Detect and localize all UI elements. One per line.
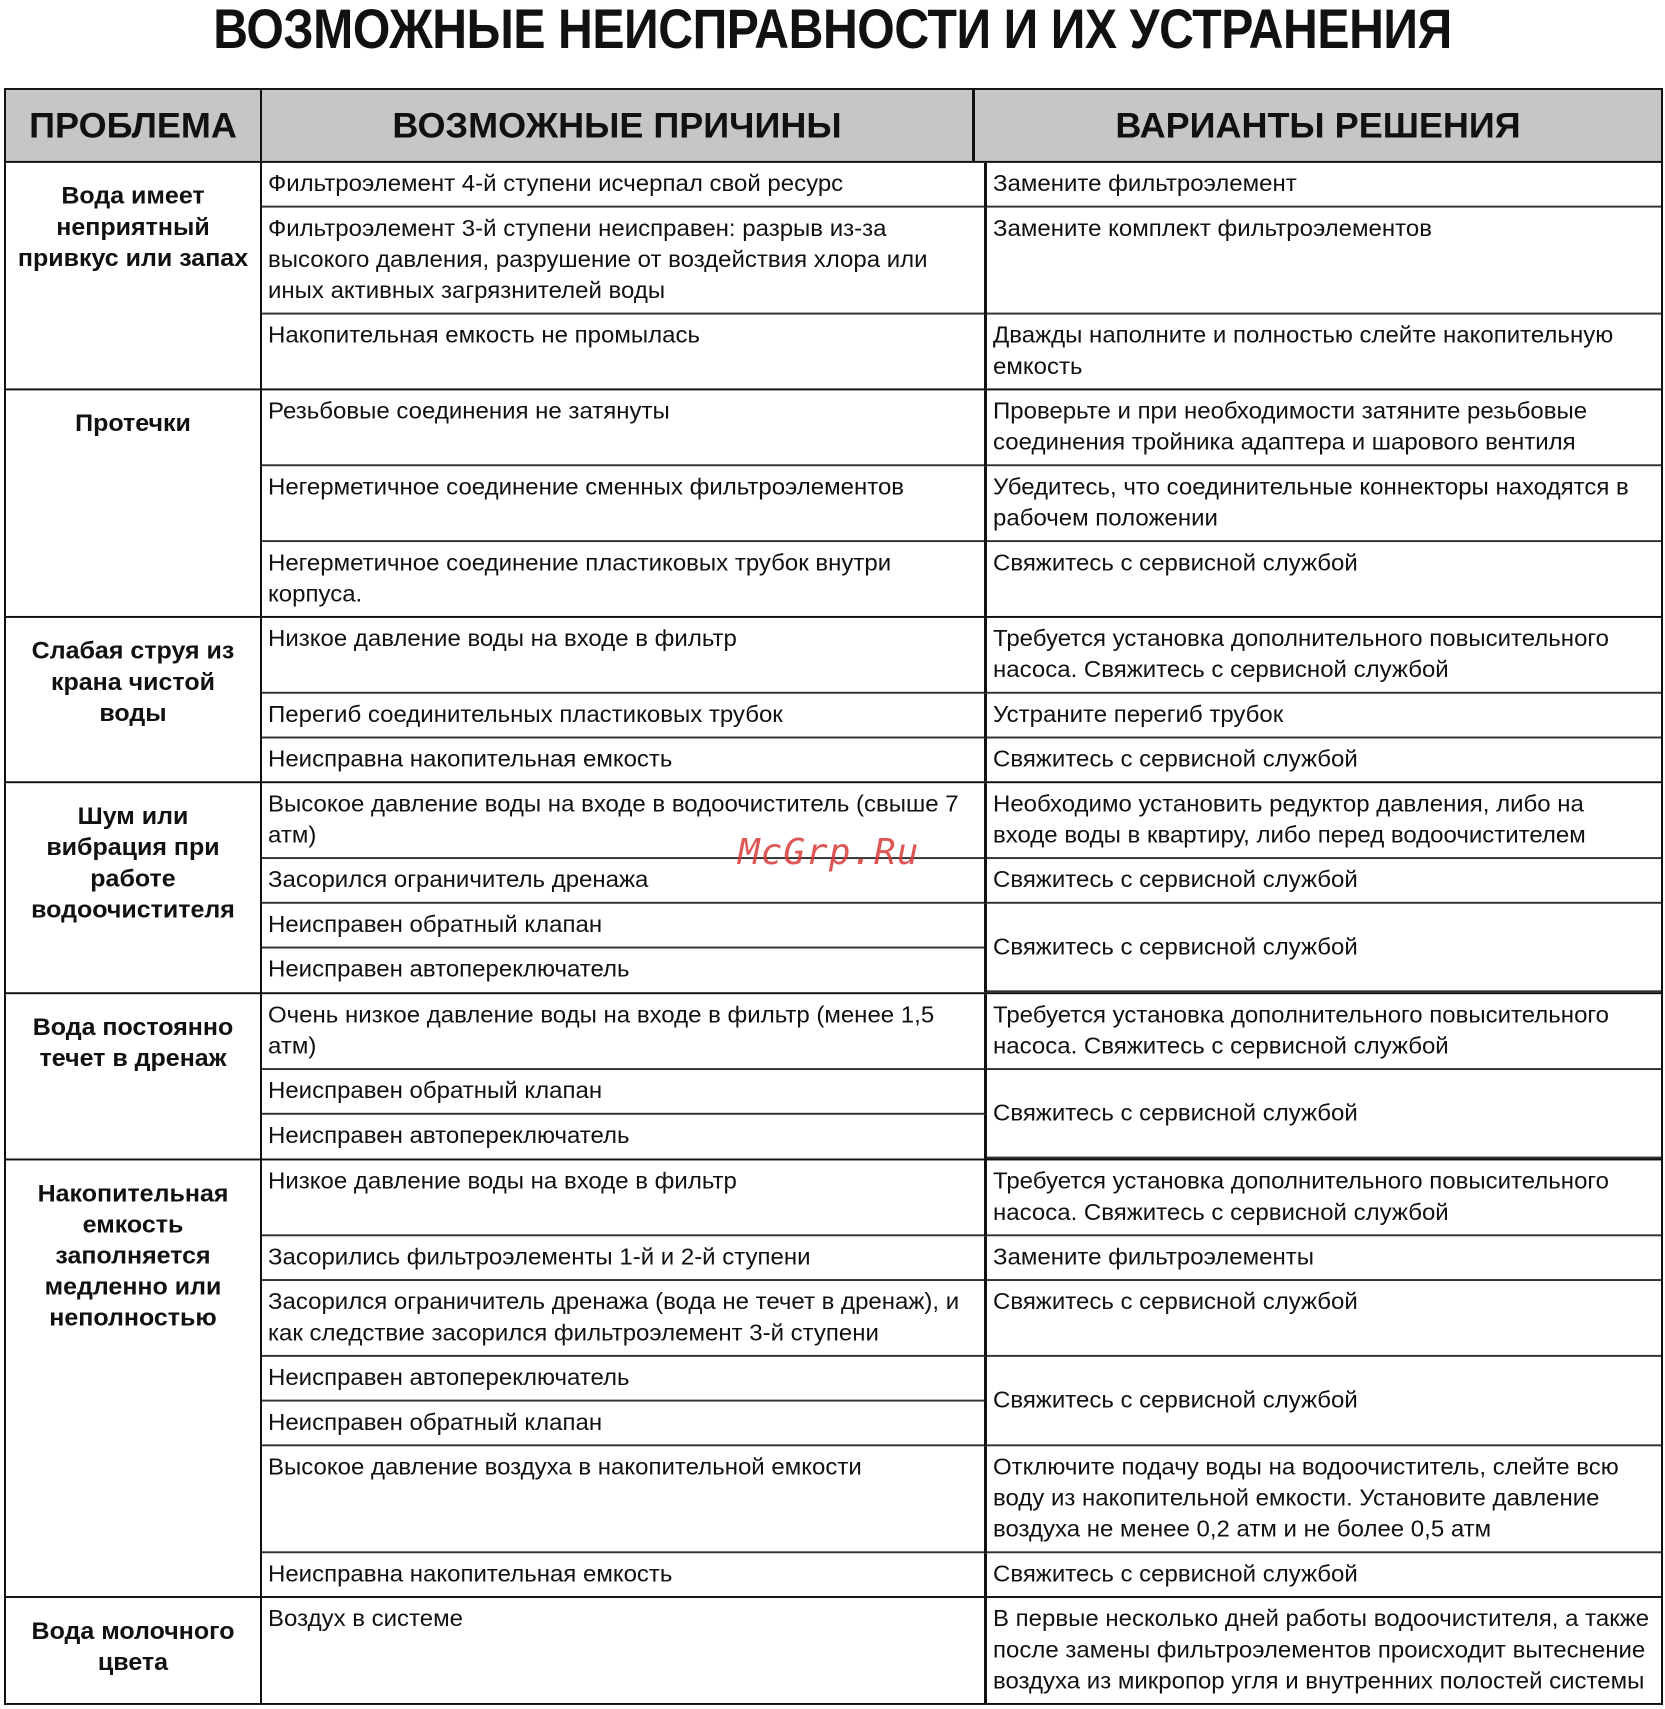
solution-cell: Свяжитесь с сервисной службой — [986, 1356, 1662, 1445]
table-row — [262, 163, 1661, 207]
solution-cell: Замените фильтроэлемент — [986, 163, 1662, 207]
cause-cell: Резьбовые соединения не затянуты — [262, 390, 986, 465]
table-row — [262, 994, 1661, 1069]
cause-cell: Фильтроэлемент 4-й ступени исчерпал свой ресурс — [262, 163, 986, 207]
solution-cell: Свяжитесь с сервисной службой — [993, 549, 1358, 577]
table-row — [262, 465, 1661, 541]
solution-cell: Свяжитесь с сервисной службой — [986, 1280, 1662, 1356]
table-row — [262, 903, 1661, 948]
cause-cell: Негерметичное соединение сменных фильтроэлементов — [262, 465, 986, 541]
table-row — [262, 693, 1661, 738]
solution-cell: В первые несколько дней работы водоочистителя, а также после замены фильтроэлементов происходит вытеснение воздуха из микропор угля и внутренних полостей системы — [993, 1605, 1650, 1695]
problem-group — [5, 617, 1662, 782]
problem-group — [5, 993, 1662, 1159]
problem-group — [5, 389, 1662, 617]
troubleshooting-table — [4, 88, 1663, 1705]
solution-cell: Проверьте и при необходимости затяните резьбовые соединения тройника адаптера и шарового вентиля — [986, 390, 1662, 465]
table-row — [262, 541, 1661, 616]
solution-cell: Требуется установка дополнительного повысительного насоса. Свяжитесь с сервисной службой — [986, 1160, 1662, 1235]
problem-cell: Протечки — [5, 389, 261, 617]
table-row — [262, 858, 1661, 903]
table-row — [262, 737, 1661, 781]
cause-cell: Неисправен автопереключатель — [262, 1114, 986, 1158]
solution-cell: Необходимо установить редуктор давления, либо на входе воды в квартиру, либо перед водоочистителем — [986, 783, 1662, 858]
solution-cell: Дважды наполните и полностью слейте накопительную емкость — [993, 322, 1614, 380]
problem-group — [5, 1159, 1662, 1597]
cause-cell: Неисправен обратный клапан — [262, 903, 986, 948]
table-row — [262, 1235, 1661, 1280]
cause-cell: Высокое давление воздуха в накопительной емкости — [262, 1445, 986, 1552]
table-row — [262, 390, 1661, 465]
table-body — [5, 162, 1662, 1704]
solution-cell: Свяжитесь с сервисной службой — [986, 1069, 1662, 1157]
solution-cell: Убедитесь, что соединительные коннекторы находятся в рабочем положении — [986, 465, 1662, 541]
problem-cell: Накопительная емкость заполняется медленно или неполностью — [5, 1159, 261, 1597]
cause-cell: Неисправен обратный клапан — [262, 1401, 986, 1446]
cause-cell: Негерметичное соединение пластиковых трубок внутри корпуса. — [262, 541, 986, 616]
solution-cell: Требуется установка дополнительного повысительного насоса. Свяжитесь с сервисной службой — [986, 994, 1662, 1069]
cause-cell: Фильтроэлемент 3-й ступени неисправен: разрыв из-за высокого давления, разрушение от воздействия хлора или иных активных загрязнителей воды — [262, 207, 986, 314]
table-row — [262, 207, 1661, 314]
cause-cell: Неисправна накопительная емкость — [262, 737, 986, 781]
problem-group — [5, 1597, 1662, 1704]
cause-cell: Засорились фильтроэлементы 1-й и 2-й ступени — [262, 1235, 986, 1280]
solution-cell: Замените фильтроэлементы — [986, 1235, 1662, 1280]
table-row — [262, 618, 1661, 693]
solution-cell: Свяжитесь с сервисной службой — [986, 903, 1662, 991]
table-row — [262, 1069, 1661, 1114]
watermark: McGrp.Ru — [738, 832, 920, 873]
problem-cell: Слабая струя из крана чистой воды — [5, 617, 261, 782]
problem-group — [5, 162, 1662, 390]
table-row — [262, 1598, 1661, 1703]
solution-cell: Свяжитесь с сервисной службой — [993, 1561, 1358, 1588]
solution-cell: Устраните перегиб трубок — [986, 693, 1662, 738]
table-row — [262, 1280, 1661, 1356]
cause-cell: Неисправен обратный клапан — [262, 1069, 986, 1114]
table-row — [262, 783, 1661, 858]
solution-cell: Свяжитесь с сервисной службой — [993, 746, 1358, 773]
page-title: ВОЗМОЖНЫЕ НЕИСПРАВНОСТИ И ИХ УСТРАНЕНИЯ — [213, 0, 1452, 60]
cause-cell: Очень низкое давление воды на входе в фильтр (менее 1,5 атм) — [262, 994, 986, 1069]
cause-cell: Низкое давление воды на входе в фильтр — [262, 618, 986, 693]
solution-cell: Замените комплект фильтроэлементов — [986, 207, 1662, 314]
cause-cell: Неисправен автопереключатель — [262, 1356, 986, 1401]
table-row — [262, 1552, 1661, 1596]
problem-cell: Шум или вибрация при работе водоочистителя — [5, 782, 261, 993]
table-row — [262, 1356, 1661, 1401]
header-causes: ВОЗМОЖНЫЕ ПРИЧИНЫ — [262, 90, 974, 161]
cause-cell: Перегиб соединительных пластиковых трубок — [262, 693, 986, 738]
table-row — [262, 314, 1661, 389]
problem-group — [5, 782, 1662, 993]
solution-cell: Требуется установка дополнительного повысительного насоса. Свяжитесь с сервисной службой — [986, 618, 1662, 693]
cause-cell: Низкое давление воды на входе в фильтр — [262, 1160, 986, 1235]
cause-cell: Засорился ограничитель дренажа — [262, 858, 986, 903]
header-solutions: ВАРИАНТЫ РЕШЕНИЯ — [974, 90, 1662, 161]
cause-cell: Засорился ограничитель дренажа (вода не течет в дренаж), и как следствие засорился фильтроэлемент 3-й ступени — [262, 1280, 986, 1356]
cause-cell: Неисправен автопереключатель — [262, 948, 986, 992]
cause-cell: Неисправна накопительная емкость — [262, 1552, 986, 1596]
header-problem: ПРОБЛЕМА — [5, 89, 261, 162]
cause-cell: Высокое давление воды на входе в водоочиститель (свыше 7 атм) — [262, 783, 986, 858]
table-row — [262, 1160, 1661, 1235]
cause-cell: Накопительная емкость не промылась — [262, 314, 986, 389]
solution-cell: Свяжитесь с сервисной службой — [986, 858, 1662, 903]
problem-cell: Вода постоянно течет в дренаж — [5, 993, 261, 1159]
solution-cell: Отключите подачу воды на водоочиститель, слейте всю воду из накопительной емкости. Установите давление воздуха не менее 0,2 атм и не более 0,5 атм — [986, 1445, 1662, 1552]
cause-cell: Воздух в системе — [262, 1598, 986, 1703]
table-row — [262, 1445, 1661, 1552]
problem-cell: Вода молочного цвета — [5, 1597, 261, 1704]
problem-cell: Вода имеет неприятный привкус или запах — [5, 162, 261, 390]
table-header-row — [5, 89, 1662, 162]
